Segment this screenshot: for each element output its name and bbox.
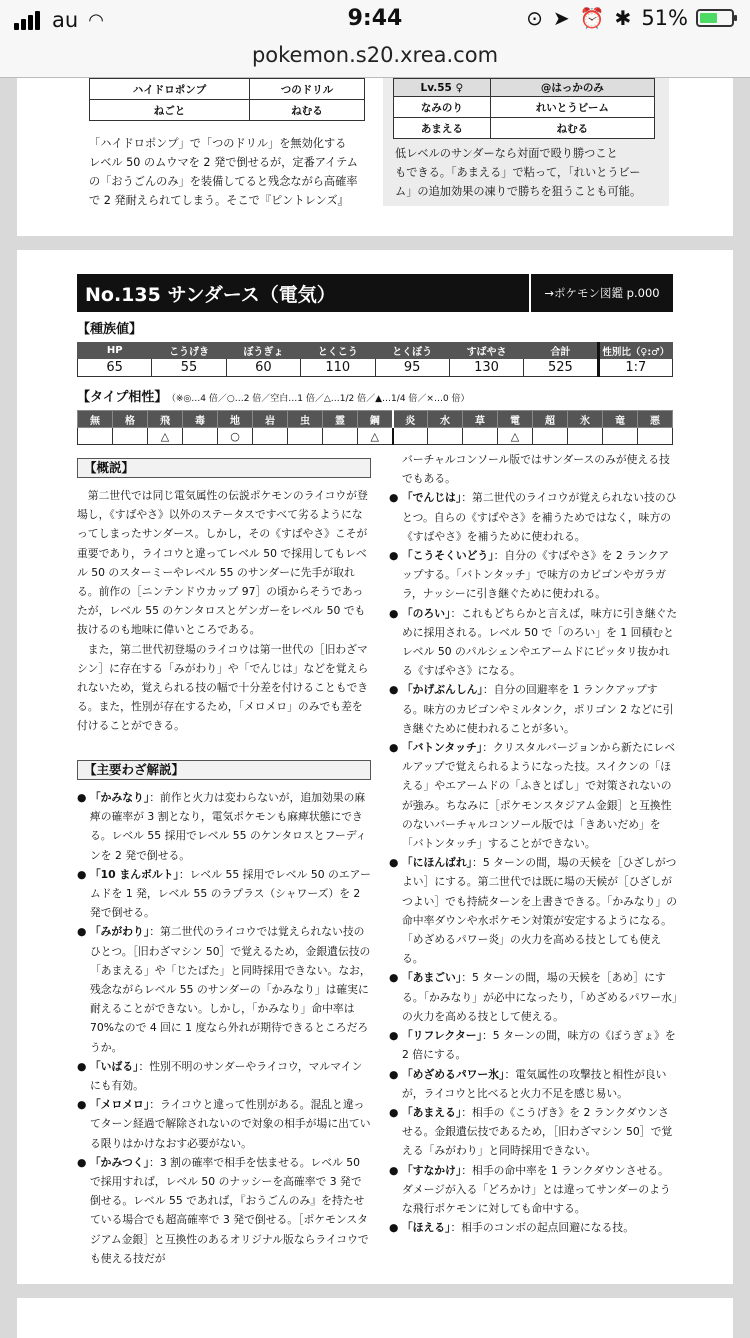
type-value: △	[358, 428, 393, 445]
move-item	[389, 853, 679, 968]
move-description: ：ライコウと違って性別がある。混乱と違ってターン経過で解除されないので対象の相手が場に出ている限りはかけなおす必要がない。	[90, 1098, 371, 1150]
prev-right-moves-table	[393, 78, 655, 139]
bullet-icon: ●	[389, 1221, 402, 1235]
move-item	[389, 1161, 679, 1219]
table-cell: ねごと	[90, 100, 250, 121]
bullet-icon: ●	[77, 867, 90, 881]
move-name: 「メロメロ」	[89, 1098, 150, 1112]
bullet-icon: ●	[389, 1067, 402, 1081]
move-name: 「かげぶんしん」	[401, 683, 483, 697]
status-right	[526, 6, 734, 30]
type-value	[603, 428, 638, 445]
overview-body	[77, 486, 371, 736]
table-cell: つのドリル	[250, 79, 365, 100]
stat-value: 65	[78, 359, 152, 377]
type-header: 格	[113, 411, 148, 428]
type-header: 虫	[288, 411, 323, 428]
wifi-icon: ◠	[88, 9, 104, 31]
move-description: ：自分の回避率を 1 ランクアップする。味方のカビゴンやミルタンク，ポリゴン 2 などに引き継ぐために使われることが多い。	[402, 683, 674, 735]
table-row	[78, 428, 673, 445]
battery-icon	[696, 9, 734, 27]
base-stats-label: 【種族値】	[77, 322, 143, 337]
type-value	[78, 428, 113, 445]
prev-left-text: 「ハイドロポンプ」で「つのドリル」を無効化する レベル 50 のムウマを 2 発で倒せるが，定番アイテム の「おうごんのみ」を装備してると残念ながら高確率 で 2 発耐えられてしまう。そこで『ピントレンズ』	[89, 137, 358, 207]
move-name: 「めざめるパワー氷」	[401, 1067, 505, 1081]
move-name: 「バトンタッチ」	[401, 741, 483, 755]
type-value	[113, 428, 148, 445]
move-name: 「かみなり」	[89, 791, 150, 804]
type-header: 飛	[148, 411, 183, 428]
bullet-icon: ●	[389, 683, 402, 697]
rotation-lock-icon: ⊙	[526, 6, 543, 30]
stat-header: HP	[78, 343, 152, 359]
clock: 9:44	[347, 6, 403, 31]
type-value: △	[148, 428, 183, 445]
bullet-icon: ●	[77, 1059, 90, 1073]
table-row	[394, 97, 655, 118]
carrier-label: au	[52, 8, 79, 32]
move-item	[389, 680, 679, 738]
move-item	[77, 1095, 371, 1153]
bullet-icon: ●	[389, 856, 402, 870]
move-item	[77, 1057, 371, 1095]
type-header: 霊	[323, 411, 358, 428]
type-value	[253, 428, 288, 445]
bullet-icon: ●	[77, 925, 90, 939]
stat-header: こうげき	[152, 343, 226, 359]
move-name: 「あまえる」	[401, 1105, 462, 1119]
move-name: 「こうそくいどう」	[401, 549, 494, 563]
moves-right-lead: バーチャルコンソール版ではサンダースのみが使える技でもある。	[402, 453, 670, 486]
bullet-icon: ●	[389, 606, 402, 620]
location-icon: ➤	[552, 6, 570, 30]
url-text: pokemon.s20.xrea.com	[251, 43, 499, 67]
move-item	[77, 922, 371, 1056]
stat-header: とくぼう	[375, 343, 449, 359]
stat-value: 525	[524, 359, 598, 377]
type-chart-table	[77, 410, 673, 445]
stat-header: すばやさ	[449, 343, 523, 359]
prev-left-moves-table	[89, 78, 365, 121]
move-description: ：相手の《こうげき》を 2 ランクダウンさせる。金銀遺伝技であるため，［旧わざマシン 50］で覚える「みがわり」と同時採用できない。	[402, 1105, 673, 1158]
move-description: ：これもどちらかと言えば，味方に引き継ぐために採用される。レベル 50 で「のろい」を 1 回積むとレベル 50 のパルシェンやエアームドにピッタリ抜かれる《すばやさ》になる。	[402, 606, 678, 678]
move-description: ：クリスタルバージョンから新たにレベルアップで覚えられるようになった技。スイクンの「ほえる」やエアームドの「ふきとばし」で対策されないのが強み。ちなみに［ポケモンスタジアム金銀］と互換性のないバーチャルコンソール版では「きあいだめ」を「バトンタッチ」することができない。	[402, 741, 676, 851]
overview-paragraph: また，第二世代初登場のライコウは第一世代の［旧わざマシン］に存在する「みがわり」や「でんじは」などを覚えられないため，覚えられる技の幅で十分差を付けることもできる。また，性別が存在するため，「メロメロ」のみでも差を付けることができる。	[77, 642, 369, 733]
move-item	[389, 488, 679, 546]
move-item	[389, 1103, 679, 1161]
table-row	[394, 79, 655, 97]
move-item	[77, 788, 371, 865]
moves-right-column	[389, 450, 679, 1237]
type-header: 毒	[183, 411, 218, 428]
bullet-icon: ●	[389, 1105, 402, 1119]
bullet-icon: ●	[389, 1029, 402, 1043]
type-header: 電	[498, 411, 533, 428]
type-header: 氷	[568, 411, 603, 428]
table-row	[78, 411, 673, 428]
move-item	[389, 1026, 679, 1064]
page-main	[17, 250, 733, 1284]
move-name: 「すなかけ」	[401, 1163, 462, 1177]
type-value	[323, 428, 358, 445]
type-value: ○	[218, 428, 253, 445]
battery-percent: 51%	[641, 6, 688, 30]
bullet-icon: ●	[389, 1163, 402, 1177]
type-header: 水	[428, 411, 463, 428]
type-value	[428, 428, 463, 445]
move-item	[389, 1218, 679, 1237]
type-header: 超	[533, 411, 568, 428]
type-header: 鋼	[358, 411, 393, 428]
type-chart-heading	[77, 386, 470, 405]
move-item	[77, 865, 371, 923]
type-value	[393, 428, 428, 445]
move-item	[77, 1153, 371, 1268]
type-header: 草	[463, 411, 498, 428]
prev-right-text: 低レベルのサンダーなら対面で殴り勝つこと もできる。「あまえる」で粘って，「れいとうビー ム」の追加効果の凍りで勝ちを狙うことも可能。	[395, 147, 642, 198]
table-cell: ねむる	[490, 118, 654, 139]
move-description: ：相手のコンボの起点回避になる技。	[450, 1221, 634, 1235]
move-name: 「リフレクター」	[401, 1029, 482, 1043]
page-previous	[17, 78, 733, 236]
type-chart-note: （※◎…4 倍／○…2 倍／空白…1 倍／△…1/2 倍／▲…1/4 倍／×…0 倍）	[171, 394, 470, 404]
move-description: ：電気属性の攻撃技と相性が良いが，ライコウと比べると火力不足を感じ易い。	[402, 1067, 667, 1100]
type-value: △	[498, 428, 533, 445]
table-row	[78, 343, 673, 359]
move-description: ：第二世代のライコウが覚えられない技のひとつ。自らの《すばやさ》を補うためではなく，味方の《すばやさ》を補うために使われる。	[402, 491, 677, 543]
move-description: ：第二世代のライコウでは覚えられない技のひとつ。［旧わざマシン 50］で覚えるため，金銀遺伝技の「あまえる」や「じたばた」と同時採用できない。なお，残念ながらレベル 55 のサンダーの「かみなり」は確実に耐えることができない。しかし，「かみなり」命中率は 70%なので 4 回に 1 度なら外れが期待できるところだろうか。	[90, 925, 371, 1054]
move-name: 「のろい」	[401, 606, 451, 620]
stat-value: 60	[226, 359, 300, 377]
move-description: ：5 ターンの間，場の天候を［あめ］にする。「かみなり」が必中になったり，「めざめるパワー水」の火力を高める技として使える。	[402, 971, 678, 1023]
type-header: 炎	[393, 411, 428, 428]
type-header: 竜	[603, 411, 638, 428]
entry-reference: →ポケモン図鑑 p.000	[529, 274, 673, 312]
table-row	[90, 100, 365, 121]
stat-value: 55	[152, 359, 226, 377]
type-value	[183, 428, 218, 445]
type-header: 岩	[253, 411, 288, 428]
table-cell: Lv.55 ♀	[394, 79, 491, 97]
move-description: ：自分の《すばやさ》を 2 ランクアップする。「バトンタッチ」で味方のカビゴンやガラガラ，ナッシーに引き継ぐために使われる。	[402, 549, 670, 601]
stat-value: 1:7	[598, 359, 672, 377]
move-name: 「みがわり」	[89, 925, 150, 939]
move-name: 「あまごい」	[401, 971, 462, 985]
stat-value: 110	[301, 359, 375, 377]
bullet-icon: ●	[389, 491, 402, 505]
move-name: 「ほえる」	[401, 1221, 451, 1235]
type-header: 悪	[638, 411, 673, 428]
move-name: 「10 まんボルト」	[89, 867, 179, 881]
move-description: ：レベル 55 採用でレベル 50 のエアームドを 1 発，レベル 55 のラプラス（シャワーズ）を 2 発で倒せる。	[90, 867, 371, 920]
move-item	[389, 738, 679, 853]
stat-header: とくこう	[301, 343, 375, 359]
table-cell: れいとうビーム	[490, 97, 654, 118]
move-description: ：3 割の確率で相手を怯ませる。レベル 50 で採用すれば，レベル 50 のナッシーを高確率で 3 発で倒せる。レベル 55 であれば，『おうごんのみ』を持たせている場合でも超高確率で 3 発で倒せる。［ポケモンスタジアム金銀］と互換性のあるオリジナル版ならライコウでも使える技だが	[90, 1155, 369, 1265]
page-next	[17, 1298, 733, 1338]
type-header: 無	[78, 411, 113, 428]
stat-header: ぼうぎょ	[226, 343, 300, 359]
url-bar[interactable]	[0, 40, 750, 78]
bullet-icon: ●	[77, 1155, 90, 1169]
move-name: 「にほんばれ」	[401, 856, 473, 870]
status-bar	[0, 0, 750, 40]
move-item	[389, 968, 679, 1026]
base-stats-table	[77, 342, 673, 377]
bullet-icon: ●	[389, 971, 402, 985]
stat-header: 合計	[524, 343, 598, 359]
move-description: ：5 ターンの間，味方の《ぼうぎょ》を 2 倍にする。	[402, 1029, 676, 1062]
type-chart-label: 【タイプ相性】	[77, 390, 168, 405]
move-description: ：性別不明のサンダーやライコウ，マルマインにも有効。	[90, 1059, 363, 1093]
moves-left-column	[77, 788, 371, 1268]
type-value	[463, 428, 498, 445]
move-description: ：5 ターンの間，場の天候を［ひざしがつよい］にする。第二世代では既に場の天候が［ひざしがつよい］でも持続ターンを上書きできる。「かみなり」の命中率ダウンや水ポケモン対策が安定するようになる。「めざめるパワー炎」の火力を高める技としても使える。	[402, 856, 678, 966]
table-row	[78, 359, 673, 377]
move-item	[389, 1065, 679, 1103]
bullet-icon: ●	[77, 791, 90, 804]
battery-fill	[700, 13, 717, 23]
bullet-icon: ●	[389, 741, 402, 755]
stat-value: 130	[449, 359, 523, 377]
move-name: 「でんじは」	[401, 491, 462, 505]
stat-value: 95	[375, 359, 449, 377]
entry-header	[77, 274, 673, 312]
move-item	[389, 546, 679, 604]
overview-label: 【概説】	[77, 458, 371, 478]
move-name: 「いばる」	[89, 1059, 139, 1073]
table-cell: あまえる	[394, 118, 491, 139]
move-description: ：前作と火力は変わらないが，追加効果の麻痺の確率が 3 割となり，電気ポケモンも麻痺状態にできる。レベル 55 採用でレベル 55 のケンタロスとフーディンを 2 発で倒せる。	[90, 791, 367, 862]
table-row	[394, 118, 655, 139]
type-header: 地	[218, 411, 253, 428]
table-cell: ねむる	[250, 100, 365, 121]
table-cell: ハイドロポンプ	[90, 79, 250, 100]
move-name: 「かみつく」	[89, 1155, 150, 1169]
alarm-icon: ⏰	[579, 6, 605, 30]
entry-title: No.135 サンダース（電気）	[85, 284, 336, 306]
table-cell: @はっかのみ	[490, 79, 654, 97]
bullet-icon: ●	[389, 549, 402, 563]
type-value	[533, 428, 568, 445]
moves-label: 【主要わざ解説】	[77, 760, 371, 780]
bullet-icon: ●	[77, 1098, 90, 1112]
overview-paragraph: 第二世代では同じ電気属性の伝説ポケモンのライコウが登場し，《すばやさ》以外のステータスですべて劣るようになってしまったサンダース。しかし，その《すばやさ》こそが重要であり，ライコウと違ってレベル 50 で採用してもレベル 50 のスターミーやレベル 55 のサンダーに先手が取れる。前作の［ニンテンドウカップ 97］の頃からそうであったが，レベル 55 のケンタロスとゲンガーをレベル 50 でも抜けるのも地味に偉いところである。	[77, 489, 368, 637]
move-item	[389, 604, 679, 681]
bluetooth-icon: ✱	[614, 6, 632, 30]
table-cell: なみのり	[394, 97, 491, 118]
table-row	[90, 79, 365, 100]
type-value	[288, 428, 323, 445]
type-value	[568, 428, 603, 445]
type-value	[638, 428, 673, 445]
move-description: ：相手の命中率を 1 ランクダウンさせる。ダメージが入る「どろかけ」とは違ってサンダーのような飛行ポケモンに対しても命中する。	[402, 1163, 671, 1215]
stat-header: 性別比（♀:♂）	[598, 343, 672, 359]
